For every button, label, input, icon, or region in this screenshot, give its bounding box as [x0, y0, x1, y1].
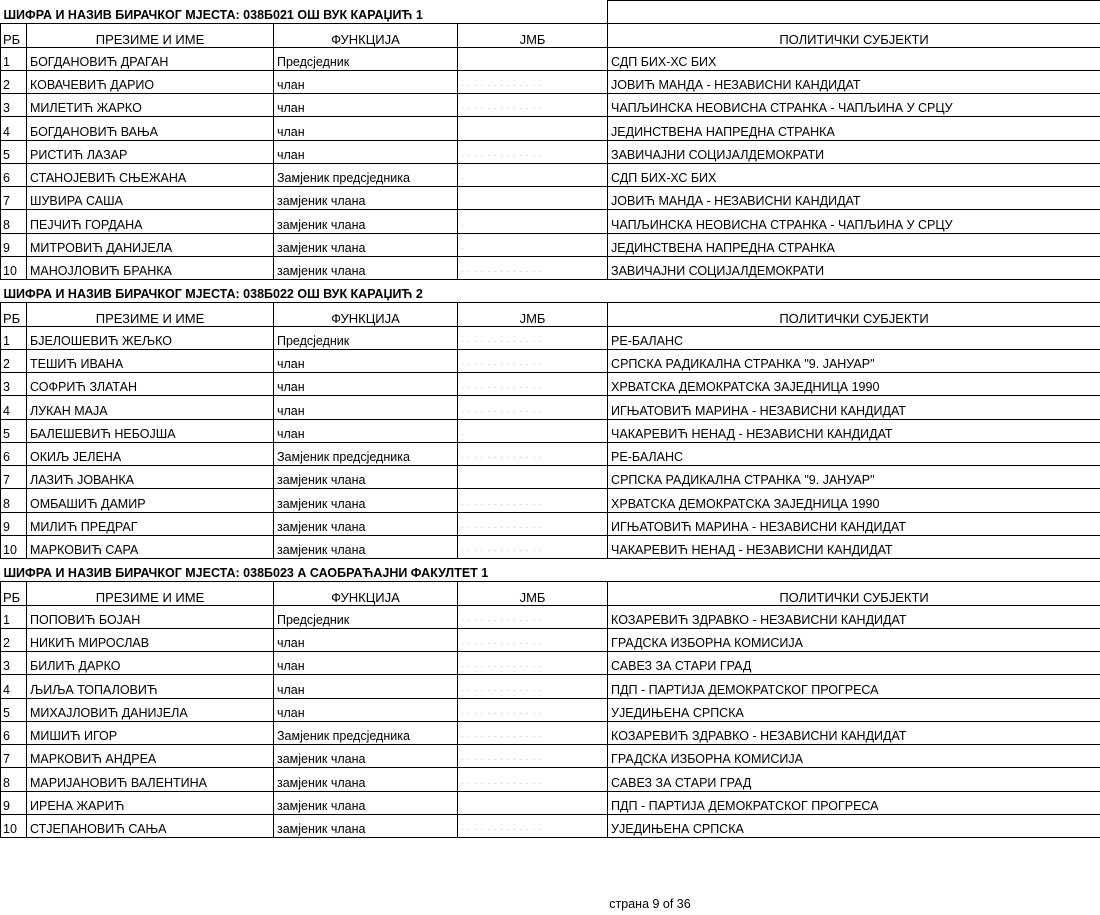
- member-function: члан: [274, 70, 458, 93]
- member-function: замјеник члана: [274, 187, 458, 210]
- political-party: ЗАВИЧАЈНИ СОЦИЈАЛДЕМОКРАТИ: [608, 140, 1100, 163]
- column-header-parties: ПОЛИТИЧКИ СУБЈЕКТИ: [608, 24, 1100, 47]
- table-row: [1, 47, 1100, 70]
- row-number: 7: [1, 745, 27, 768]
- political-party: ГРАДСКА ИЗБОРНА КОМИСИЈА: [608, 745, 1100, 768]
- member-jmb-redacted: · · · · · · · · · · · · ·: [458, 745, 608, 768]
- member-function: члан: [274, 652, 458, 675]
- political-party: ИГЊАТОВИЋ МАРИНА - НЕЗАВИСНИ КАНДИДАТ: [608, 512, 1100, 535]
- member-name: МАНОЈЛОВИЋ БРАНКА: [27, 256, 274, 279]
- polling-station-title: ШИФРА И НАЗИВ БИРАЧКОГ МЈЕСТА: 038Б021 ОШ ВУК КАРАЏИЋ 1: [3, 8, 423, 23]
- member-name: МАРИЈАНОВИЋ ВАЛЕНТИНА: [27, 768, 274, 791]
- member-function: члан: [274, 117, 458, 140]
- member-name: БЈЕЛОШЕВИЋ ЖЕЉКО: [27, 326, 274, 349]
- member-jmb-redacted: · · · · · · · · · · · · ·: [458, 373, 608, 396]
- member-function: члан: [274, 140, 458, 163]
- political-party: ЧАПЉИНСКА НЕОВИСНА СТРАНКА - ЧАПЉИНА У СРЦУ: [608, 210, 1100, 233]
- member-name: ИРЕНА ЖАРИЋ: [27, 791, 274, 814]
- member-name: ЛАЗИЋ ЈОВАНКА: [27, 466, 274, 489]
- member-function: замјеник члана: [274, 745, 458, 768]
- row-number: 2: [1, 70, 27, 93]
- column-header-parties: ПОЛИТИЧКИ СУБЈЕКТИ: [608, 303, 1100, 326]
- polling-station-heading: [1, 280, 1100, 303]
- row-number: 2: [1, 628, 27, 651]
- member-jmb-redacted: ·: [458, 419, 608, 442]
- table-row: [1, 419, 1100, 442]
- member-jmb-redacted: · · · · · · · · · · · · ·: [458, 70, 608, 93]
- member-name: СОФРИЋ ЗЛАТАН: [27, 373, 274, 396]
- row-number: 2: [1, 349, 27, 372]
- table-row: [1, 256, 1100, 279]
- member-name: ПОПОВИЋ БОЈАН: [27, 605, 274, 628]
- member-jmb-redacted: · · · · · · · · · · · · ·: [458, 652, 608, 675]
- member-function: замјеник члана: [274, 466, 458, 489]
- political-party: ИГЊАТОВИЋ МАРИНА - НЕЗАВИСНИ КАНДИДАТ: [608, 396, 1100, 419]
- political-party: ЈОВИЋ МАНДА - НЕЗАВИСНИ КАНДИДАТ: [608, 70, 1100, 93]
- member-jmb-redacted: · · · · · · · · · · · · ·: [458, 535, 608, 558]
- page-number: страна 9 of 36: [609, 897, 691, 911]
- political-party: САВЕЗ ЗА СТАРИ ГРАД: [608, 768, 1100, 791]
- political-party: ХРВАТСКА ДЕМОКРАТСКА ЗАЈЕДНИЦА 1990: [608, 489, 1100, 512]
- column-header-jmb: ЈМБ: [458, 24, 608, 47]
- member-jmb-redacted: ·: [458, 233, 608, 256]
- column-header-rb: РБ: [1, 303, 27, 326]
- political-party: СДП БИХ-ХС БИХ: [608, 163, 1100, 186]
- political-party: ПДП - ПАРТИЈА ДЕМОКРАТСКОГ ПРОГРЕСА: [608, 675, 1100, 698]
- member-name: БАЛЕШЕВИЋ НЕБОЈША: [27, 419, 274, 442]
- table-row: [1, 721, 1100, 744]
- row-number: 7: [1, 187, 27, 210]
- political-party: ЧАКАРЕВИЋ НЕНАД - НЕЗАВИСНИ КАНДИДАТ: [608, 419, 1100, 442]
- member-jmb-redacted: · · · · · · · · · · · · ·: [458, 768, 608, 791]
- row-number: 3: [1, 652, 27, 675]
- row-number: 6: [1, 163, 27, 186]
- table-row: [1, 373, 1100, 396]
- political-party: ЧАКАРЕВИЋ НЕНАД - НЕЗАВИСНИ КАНДИДАТ: [608, 535, 1100, 558]
- row-number: 8: [1, 210, 27, 233]
- column-header-parties: ПОЛИТИЧКИ СУБЈЕКТИ: [608, 582, 1100, 605]
- table-row: [1, 605, 1100, 628]
- member-function: Предсједник: [274, 326, 458, 349]
- member-name: ОМБАШИЋ ДАМИР: [27, 489, 274, 512]
- political-party: РЕ-БАЛАНС: [608, 326, 1100, 349]
- column-header-function: ФУНКЦИЈА: [274, 303, 458, 326]
- member-name: ШУВИРА САША: [27, 187, 274, 210]
- member-jmb-redacted: · · · · · · · · · · · · ·: [458, 814, 608, 837]
- member-name: ПЕЈЧИЋ ГОРДАНА: [27, 210, 274, 233]
- table-row: [1, 210, 1100, 233]
- table-row: [1, 512, 1100, 535]
- page-footer: [0, 897, 1100, 911]
- political-party: САВЕЗ ЗА СТАРИ ГРАД: [608, 652, 1100, 675]
- column-header-name: ПРЕЗИМЕ И ИМЕ: [27, 24, 274, 47]
- row-number: 1: [1, 47, 27, 70]
- row-number: 9: [1, 512, 27, 535]
- political-party: РЕ-БАЛАНС: [608, 442, 1100, 465]
- member-name: ЛУКАН МАЈА: [27, 396, 274, 419]
- table-row: [1, 117, 1100, 140]
- row-number: 1: [1, 605, 27, 628]
- member-name: МИТРОВИЋ ДАНИЈЕЛА: [27, 233, 274, 256]
- polling-station-title: ШИФРА И НАЗИВ БИРАЧКОГ МЈЕСТА: 038Б023 А САОБРАЋАЈНИ ФАКУЛТЕТ 1: [3, 566, 489, 581]
- row-number: 10: [1, 814, 27, 837]
- member-jmb-redacted: · · · · · · · · · · · · ·: [458, 396, 608, 419]
- member-function: Предсједник: [274, 47, 458, 70]
- heading-blank-cell: [608, 559, 1100, 582]
- table-row: [1, 675, 1100, 698]
- political-party: СРПСКА РАДИКАЛНА СТРАНКА "9. ЈАНУАР": [608, 349, 1100, 372]
- political-party: ЧАПЉИНСКА НЕОВИСНА СТРАНКА - ЧАПЉИНА У СРЦУ: [608, 94, 1100, 117]
- member-function: замјеник члана: [274, 535, 458, 558]
- member-jmb-redacted: · · · · · · · · · · · · ·: [458, 628, 608, 651]
- table-row: [1, 187, 1100, 210]
- member-function: члан: [274, 94, 458, 117]
- political-party: СРПСКА РАДИКАЛНА СТРАНКА "9. ЈАНУАР": [608, 466, 1100, 489]
- table-row: [1, 814, 1100, 837]
- member-jmb-redacted: · · · · · · · · · · · · ·: [458, 140, 608, 163]
- member-jmb-redacted: · · · · · · · · · · · · ·: [458, 721, 608, 744]
- member-name: СТАНОЈЕВИЋ СЊЕЖАНА: [27, 163, 274, 186]
- row-number: 6: [1, 442, 27, 465]
- table-row: [1, 140, 1100, 163]
- member-name: БИЛИЋ ДАРКО: [27, 652, 274, 675]
- member-name: СТЈЕПАНОВИЋ САЊА: [27, 814, 274, 837]
- column-header-function: ФУНКЦИЈА: [274, 24, 458, 47]
- polling-station-heading: [1, 559, 1100, 582]
- row-number: 9: [1, 233, 27, 256]
- member-function: замјеник члана: [274, 814, 458, 837]
- member-jmb-redacted: · · · · · · · · · · · · ·: [458, 442, 608, 465]
- member-name: МИШИЋ ИГОР: [27, 721, 274, 744]
- table-row: [1, 233, 1100, 256]
- table-row: [1, 791, 1100, 814]
- table-row: [1, 535, 1100, 558]
- member-name: БОГДАНОВИЋ ВАЊА: [27, 117, 274, 140]
- row-number: 10: [1, 256, 27, 279]
- political-party: ЗАВИЧАЈНИ СОЦИЈАЛДЕМОКРАТИ: [608, 256, 1100, 279]
- column-header-row: [1, 24, 1100, 47]
- member-name: РИСТИЋ ЛАЗАР: [27, 140, 274, 163]
- row-number: 5: [1, 419, 27, 442]
- political-party: КОЗАРЕВИЋ ЗДРАВКО - НЕЗАВИСНИ КАНДИДАТ: [608, 605, 1100, 628]
- table-row: [1, 489, 1100, 512]
- table-row: [1, 70, 1100, 93]
- member-function: члан: [274, 675, 458, 698]
- member-jmb-redacted: [458, 117, 608, 140]
- table-row: [1, 652, 1100, 675]
- member-jmb-redacted: · · · · · · · · · · · · ·: [458, 489, 608, 512]
- political-party: ЈОВИЋ МАНДА - НЕЗАВИСНИ КАНДИДАТ: [608, 187, 1100, 210]
- column-header-jmb: ЈМБ: [458, 582, 608, 605]
- political-party: СДП БИХ-ХС БИХ: [608, 47, 1100, 70]
- member-function: Замјеник предсједника: [274, 163, 458, 186]
- political-party: УЈЕДИЊЕНА СРПСКА: [608, 698, 1100, 721]
- member-jmb-redacted: [458, 791, 608, 814]
- member-name: МИХАЈЛОВИЋ ДАНИЈЕЛА: [27, 698, 274, 721]
- table-row: [1, 349, 1100, 372]
- member-function: члан: [274, 373, 458, 396]
- member-function: замјеник члана: [274, 210, 458, 233]
- row-number: 3: [1, 373, 27, 396]
- political-party: ЈЕДИНСТВЕНА НАПРЕДНА СТРАНКА: [608, 117, 1100, 140]
- table-row: [1, 163, 1100, 186]
- member-function: члан: [274, 419, 458, 442]
- row-number: 5: [1, 140, 27, 163]
- member-jmb-redacted: [458, 47, 608, 70]
- row-number: 4: [1, 117, 27, 140]
- column-header-row: [1, 303, 1100, 326]
- political-party: КОЗАРЕВИЋ ЗДРАВКО - НЕЗАВИСНИ КАНДИДАТ: [608, 721, 1100, 744]
- member-function: замјеник члана: [274, 233, 458, 256]
- row-number: 1: [1, 326, 27, 349]
- table-row: [1, 768, 1100, 791]
- member-function: члан: [274, 628, 458, 651]
- member-jmb-redacted: · · · · · · · · · · · · ·: [458, 698, 608, 721]
- member-name: ТЕШИЋ ИВАНА: [27, 349, 274, 372]
- member-jmb-redacted: · · · · · · · · · · · · ·: [458, 675, 608, 698]
- member-function: замјеник члана: [274, 791, 458, 814]
- member-function: члан: [274, 698, 458, 721]
- table-row: [1, 745, 1100, 768]
- member-jmb-redacted: · · · · · · · · · · · · ·: [458, 256, 608, 279]
- member-function: замјеник члана: [274, 256, 458, 279]
- member-jmb-redacted: [458, 187, 608, 210]
- political-party: ЈЕДИНСТВЕНА НАПРЕДНА СТРАНКА: [608, 233, 1100, 256]
- member-name: ОКИЉ ЈЕЛЕНА: [27, 442, 274, 465]
- table-row: [1, 442, 1100, 465]
- column-header-row: [1, 582, 1100, 605]
- member-name: МИЛЕТИЋ ЖАРКО: [27, 94, 274, 117]
- table-row: [1, 326, 1100, 349]
- member-name: МАРКОВИЋ АНДРЕА: [27, 745, 274, 768]
- member-jmb-redacted: · · · · · · · · · · · · ·: [458, 512, 608, 535]
- member-name: МИЛИЋ ПРЕДРАГ: [27, 512, 274, 535]
- row-number: 9: [1, 791, 27, 814]
- table-row: [1, 628, 1100, 651]
- member-jmb-redacted: · · · · · · · · · · · · ·: [458, 605, 608, 628]
- table-row: [1, 698, 1100, 721]
- polling-station-heading: [1, 1, 1100, 24]
- column-header-rb: РБ: [1, 582, 27, 605]
- member-jmb-redacted: · · · · · · · · · · · · ·: [458, 326, 608, 349]
- member-name: БОГДАНОВИЋ ДРАГАН: [27, 47, 274, 70]
- member-jmb-redacted: ·: [458, 210, 608, 233]
- polling-station-title: ШИФРА И НАЗИВ БИРАЧКОГ МЈЕСТА: 038Б022 ОШ ВУК КАРАЏИЋ 2: [3, 287, 423, 302]
- row-number: 4: [1, 396, 27, 419]
- political-party: ГРАДСКА ИЗБОРНА КОМИСИЈА: [608, 628, 1100, 651]
- member-function: Замјеник предсједника: [274, 721, 458, 744]
- member-function: члан: [274, 396, 458, 419]
- row-number: 8: [1, 489, 27, 512]
- member-function: Предсједник: [274, 605, 458, 628]
- table-row: [1, 94, 1100, 117]
- row-number: 3: [1, 94, 27, 117]
- political-party: ПДП - ПАРТИЈА ДЕМОКРАТСКОГ ПРОГРЕСА: [608, 791, 1100, 814]
- member-function: Замјеник предсједника: [274, 442, 458, 465]
- row-number: 4: [1, 675, 27, 698]
- member-function: замјеник члана: [274, 768, 458, 791]
- member-function: замјеник члана: [274, 512, 458, 535]
- column-header-function: ФУНКЦИЈА: [274, 582, 458, 605]
- member-jmb-redacted: · · · · · · · · · · · · ·: [458, 349, 608, 372]
- row-number: 10: [1, 535, 27, 558]
- member-jmb-redacted: · · · · · · · · · · · · ·: [458, 94, 608, 117]
- column-header-name: ПРЕЗИМЕ И ИМЕ: [27, 303, 274, 326]
- member-name: КОВАЧЕВИЋ ДАРИО: [27, 70, 274, 93]
- political-party: ХРВАТСКА ДЕМОКРАТСКА ЗАЈЕДНИЦА 1990: [608, 373, 1100, 396]
- table-row: [1, 396, 1100, 419]
- member-function: замјеник члана: [274, 489, 458, 512]
- member-name: НИКИЋ МИРОСЛАВ: [27, 628, 274, 651]
- row-number: 6: [1, 721, 27, 744]
- member-name: МАРКОВИЋ САРА: [27, 535, 274, 558]
- heading-blank-cell: [608, 1, 1100, 24]
- column-header-name: ПРЕЗИМЕ И ИМЕ: [27, 582, 274, 605]
- table-row: [1, 466, 1100, 489]
- heading-blank-cell: [608, 280, 1100, 303]
- column-header-jmb: ЈМБ: [458, 303, 608, 326]
- political-party: УЈЕДИЊЕНА СРПСКА: [608, 814, 1100, 837]
- member-jmb-redacted: [458, 466, 608, 489]
- member-name: ЉИЉА ТОПАЛОВИЋ: [27, 675, 274, 698]
- row-number: 7: [1, 466, 27, 489]
- row-number: 8: [1, 768, 27, 791]
- member-function: члан: [274, 349, 458, 372]
- row-number: 5: [1, 698, 27, 721]
- member-jmb-redacted: ·: [458, 163, 608, 186]
- column-header-rb: РБ: [1, 24, 27, 47]
